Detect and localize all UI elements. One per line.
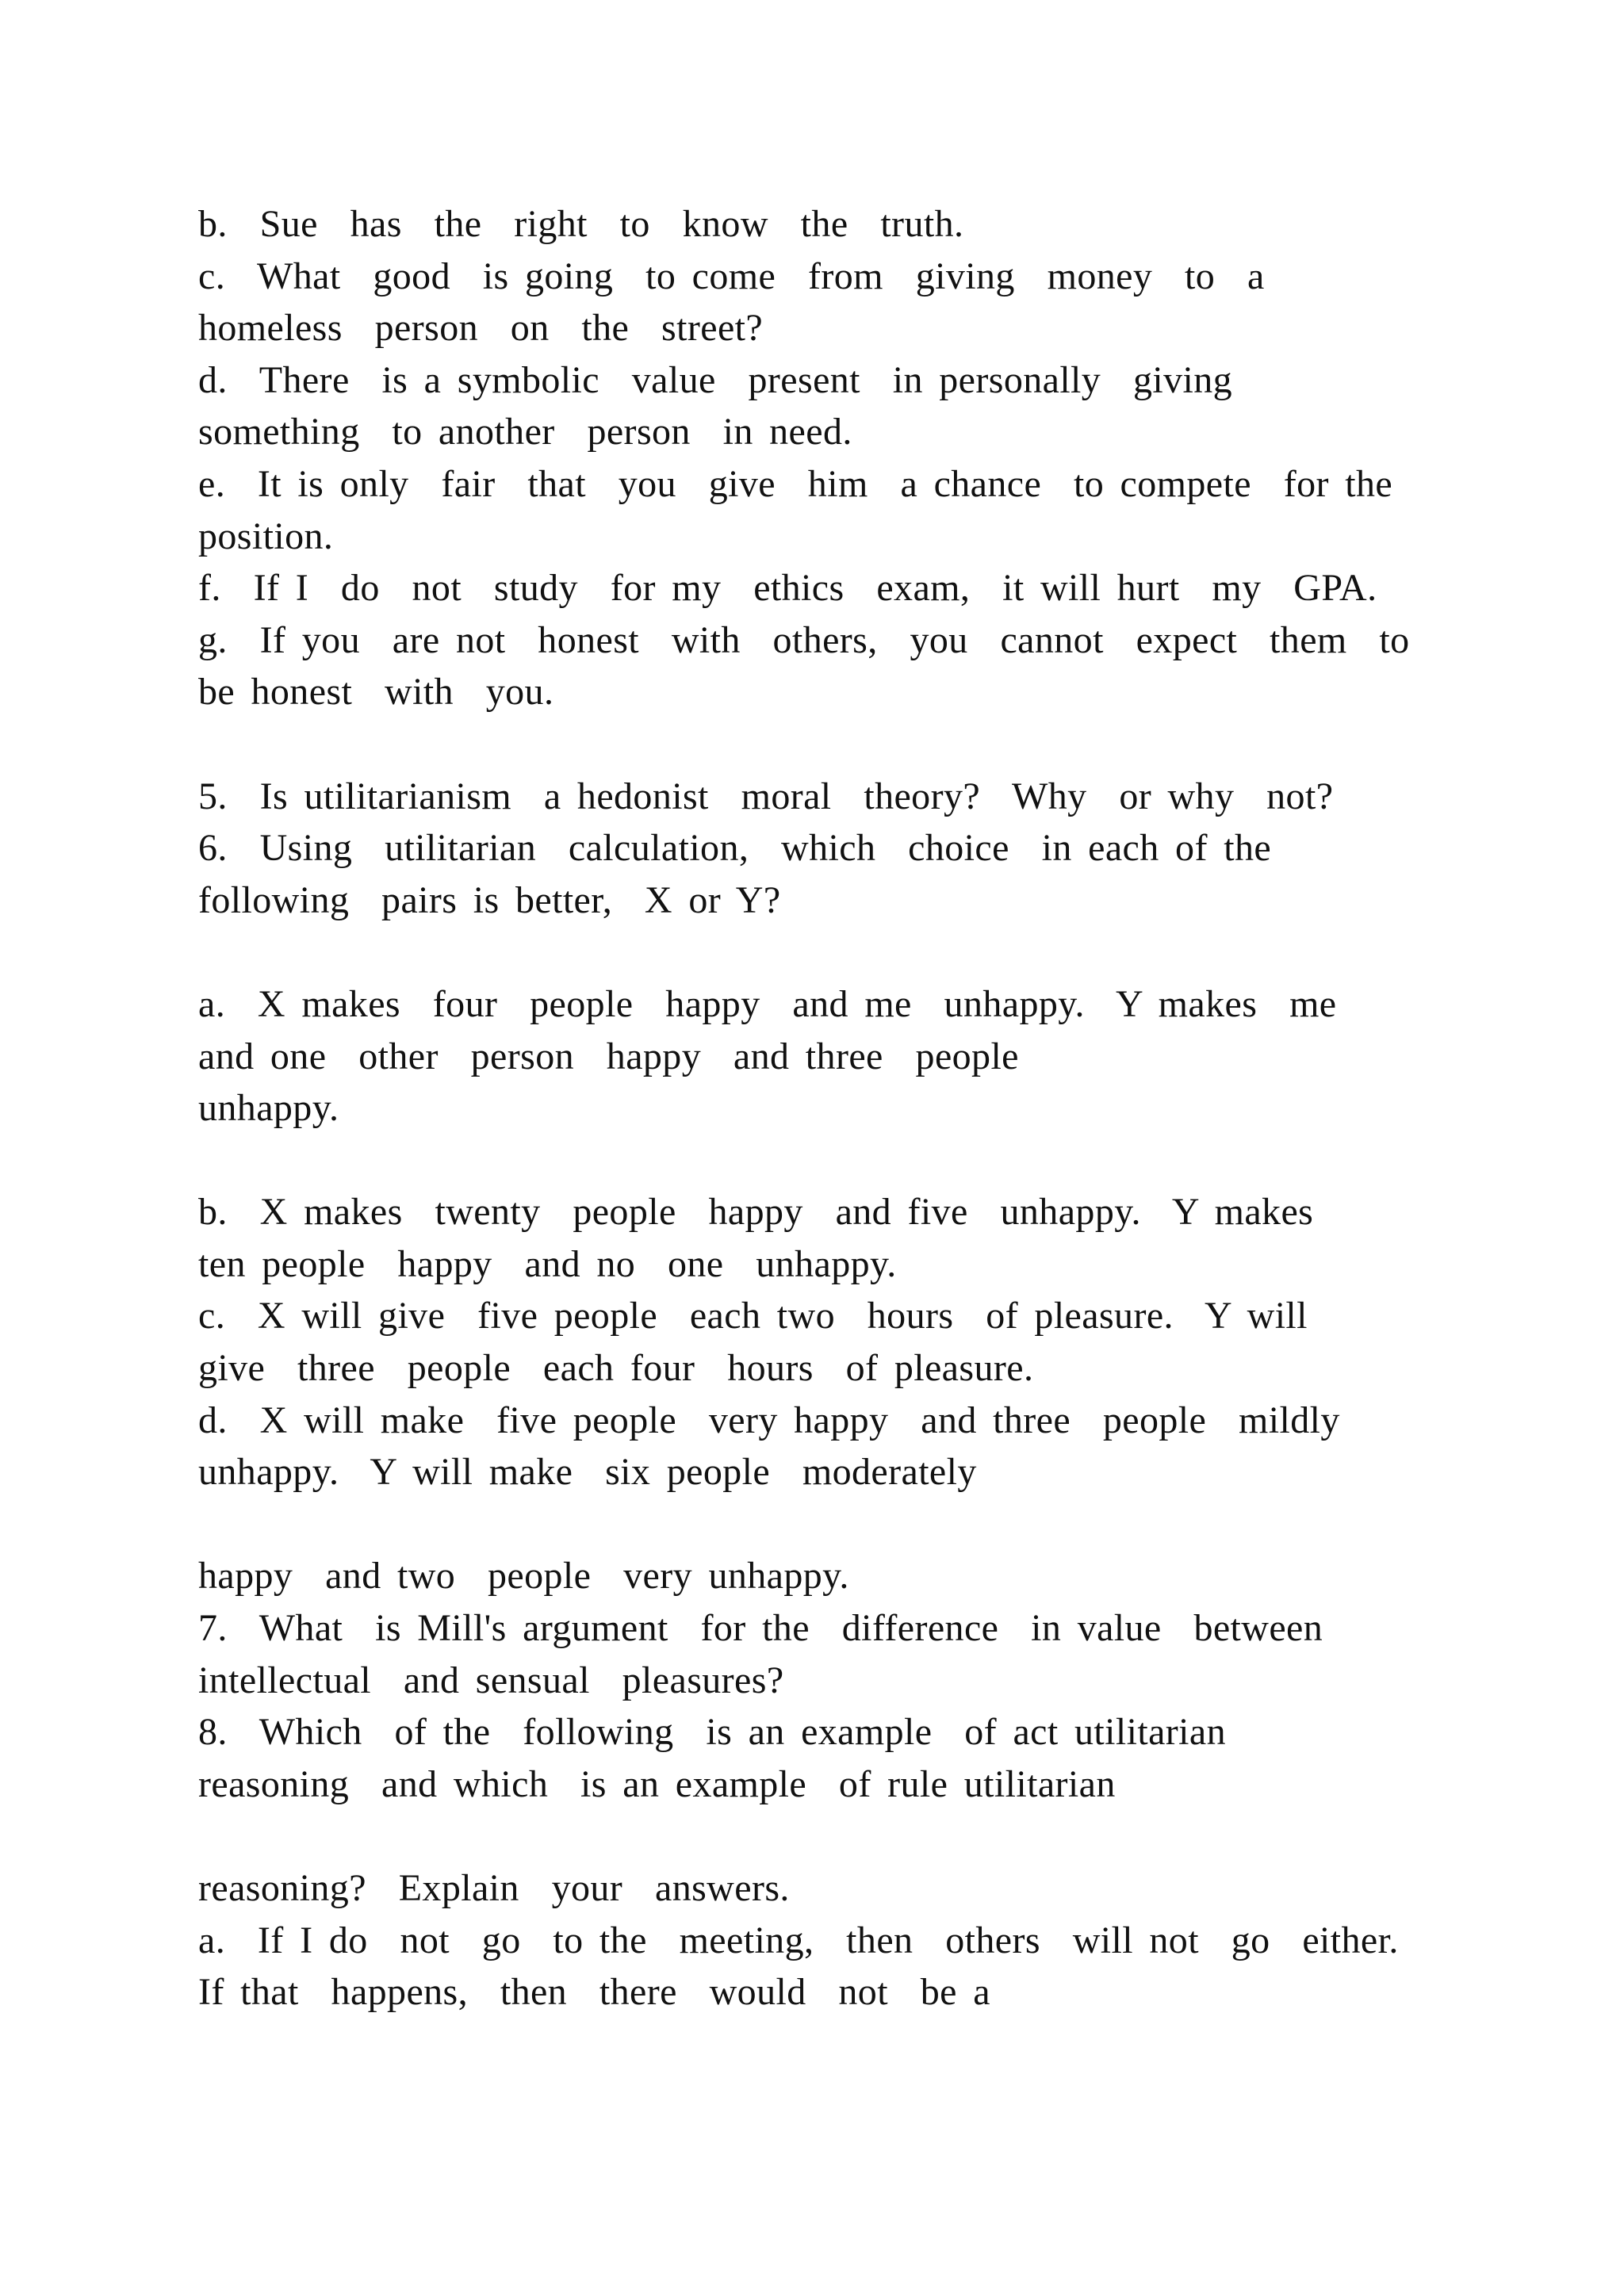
text-line: give three people each four hours of pleasure.: [198, 1347, 1034, 1390]
blank-line: [198, 1498, 1435, 1551]
text-line: 8. Which of the following is an example of act utilitarian: [198, 1711, 1227, 1754]
text-line: position.: [198, 515, 334, 557]
text-line: a. If I do not go to the meeting, then others will not go either.: [198, 1919, 1399, 1961]
text-line: a. X makes four people happy and me unhappy. Y makes me: [198, 982, 1337, 1025]
text-line: ten people happy and no one unhappy.: [198, 1242, 897, 1285]
text-line: c. X will give five people each two hours of pleasure. Y will: [198, 1295, 1308, 1337]
text-line: following pairs is better, X or Y?: [198, 878, 781, 921]
text-line: 7. What is Mill's argument for the difference in value between: [198, 1607, 1323, 1650]
text-line: intellectual and sensual pleasures?: [198, 1659, 784, 1701]
text-line: b. X makes twenty people happy and five unhappy. Y makes: [198, 1191, 1314, 1234]
text-line: c. What good is going to come from giving money to a: [198, 254, 1265, 297]
document-body: [198, 198, 1435, 2019]
text-line: reasoning and which is an example of rule utilitarian: [198, 1762, 1116, 1805]
text-line: If that happens, then there would not be a: [198, 1971, 990, 2014]
text-line: g. If you are not honest with others, you cannot expect them to: [198, 618, 1410, 661]
text-line: d. There is a symbolic value present in personally giving: [198, 358, 1233, 401]
text-line: 6. Using utilitarian calculation, which choice in each of the: [198, 827, 1272, 870]
blank-line: [198, 926, 1435, 978]
text-line: d. X will make five people very happy and three people mildly: [198, 1399, 1340, 1441]
text-line: unhappy. Y will make six people moderately: [198, 1451, 977, 1494]
text-line: homeless person on the street?: [198, 307, 764, 350]
text-line: unhappy.: [198, 1087, 339, 1130]
text-line: happy and two people very unhappy.: [198, 1555, 849, 1598]
text-line: reasoning? Explain your answers.: [198, 1867, 790, 1909]
text-line: something to another person in need.: [198, 411, 852, 453]
text-line: be honest with you.: [198, 671, 554, 714]
text-line: e. It is only fair that you give him a chance to compete for the: [198, 462, 1393, 505]
text-line: b. Sue has the right to know the truth.: [198, 203, 964, 245]
text-line: and one other person happy and three people: [198, 1035, 1019, 1077]
text-line: f. If I do not study for my ethics exam, it will hurt my GPA.: [198, 567, 1377, 610]
blank-line: [198, 718, 1435, 771]
text-line: 5. Is utilitarianism a hedonist moral theory? Why or why not?: [198, 775, 1334, 817]
blank-line: [198, 1135, 1435, 1187]
blank-line: [198, 1810, 1435, 1862]
